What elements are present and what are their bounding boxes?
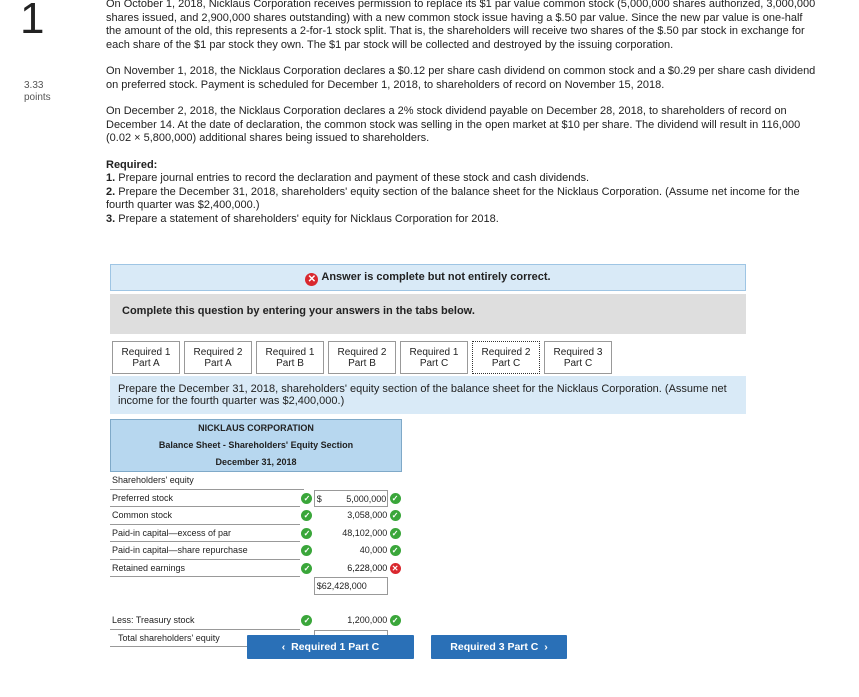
table-row <box>110 525 402 543</box>
prev-tab-button[interactable]: ‹ Required 1 Part C <box>247 635 414 659</box>
tab-prompt: Prepare the December 31, 2018, shareholders' equity section of the balance sheet for the Nicklaus Corporation. (Assume net income for the fourth quarter was $2,400,000.) <box>110 376 746 414</box>
instruction-bar: Complete this question by entering your answers in the tabs below. <box>110 294 746 334</box>
chevron-left-icon: ‹ <box>281 641 286 653</box>
incorrect-x-icon: ✕ <box>305 273 318 286</box>
row-label-input[interactable]: Retained earnings <box>110 560 300 578</box>
banner-text: Answer is complete but not entirely correct. <box>321 271 551 283</box>
row-value-input[interactable]: $ 5,000,000 <box>314 490 389 508</box>
points-label: points <box>24 92 51 103</box>
required-title: Required: <box>106 158 158 171</box>
check-icon: ✓ <box>301 545 312 556</box>
required-list <box>106 172 818 226</box>
spacer-row <box>110 595 402 613</box>
tab-required-1-part-c[interactable]: Required 1 Part C <box>400 341 468 374</box>
next-tab-button[interactable]: Required 3 Part C › <box>431 635 567 659</box>
paragraph-stock-split: On October 1, 2018, Nicklaus Corporation receives permission to replace its $1 par value common stock (5,000,000 shares authorized, 3,000,000 shares issued, and 2,900,000 shares outstanding) with a new common stock issue having a $.50 par value. Since the new par value is one-half the amount of the old, this represents a 2-for-1 stock split. That is, the shareholders will receive two shares of the $.50 par stock in exchange for each share of the $1 par stock they own. The $1 par stock will be collected and destroyed by the issuing corporation. <box>106 0 816 51</box>
check-icon: ✓ <box>301 510 312 521</box>
paragraph-stock-dividend: On December 2, 2018, the Nicklaus Corporation declares a 2% stock dividend payable on December 28, 2018, to shareholders of record on December 14. At the date of declaration, the common stock was selling in the open market at $10 per share. The dividend will result in 116,000 (0.02 × 5,800,000) additional shares being issued to shareholders. <box>106 105 801 144</box>
check-icon: ✓ <box>301 528 312 539</box>
required-item-3: 3. Prepare a statement of shareholders' equity for Nicklaus Corporation for 2018. <box>106 212 499 225</box>
check-icon: ✓ <box>301 615 312 626</box>
treasury-value-input[interactable]: 1,200,000 <box>347 615 388 625</box>
total-label: Total shareholders' equity <box>110 630 300 648</box>
answer-tabs <box>112 341 612 374</box>
subtotal-row <box>110 577 402 595</box>
points-indicator <box>24 80 51 104</box>
table-row <box>110 542 402 560</box>
company-name: NICKLAUS CORPORATION <box>198 423 314 433</box>
paragraph-cash-dividend: On November 1, 2018, the Nicklaus Corporation declares a $0.12 per share cash dividend on common stock and a $0.29 per share cash dividend on preferred stock. Payment is scheduled for December 1, 2018, to shareholders of record on November 15, 2018. <box>106 65 816 91</box>
row-label-input[interactable]: Preferred stock <box>110 490 300 508</box>
required-item-2: 2. Prepare the December 31, 2018, shareholders' equity section of the balance sheet for the Nicklaus Corporation. (Assume net income for the fourth quarter was $2,400,000.) <box>106 185 800 211</box>
section-label-row <box>110 472 402 490</box>
incorrect-x-icon: ✕ <box>390 563 401 574</box>
treasury-row <box>110 612 402 630</box>
check-icon: ✓ <box>301 563 312 574</box>
tab-required-2-part-c[interactable]: Required 2 Part C <box>472 341 540 374</box>
tab-required-2-part-b[interactable]: Required 2 Part B <box>328 341 396 374</box>
row-label-input[interactable]: Paid-in capital—share repurchase <box>110 542 300 560</box>
question-body <box>106 0 818 226</box>
check-icon: ✓ <box>390 493 401 504</box>
tab-required-2-part-a[interactable]: Required 2 Part A <box>184 341 252 374</box>
check-icon: ✓ <box>390 510 401 521</box>
statement-title: Balance Sheet - Shareholders' Equity Section <box>158 440 354 450</box>
required-item-1: 1. Prepare journal entries to record the declaration and payment of these stock and cash dividends. <box>106 172 590 184</box>
table-row <box>110 507 402 525</box>
check-icon: ✓ <box>390 615 401 626</box>
table-row <box>110 490 402 508</box>
tab-required-3-part-c[interactable]: Required 3 Part C <box>544 341 612 374</box>
row-value-input[interactable]: 6,228,000 <box>347 562 388 573</box>
tab-required-1-part-b[interactable]: Required 1 Part B <box>256 341 324 374</box>
chevron-right-icon: › <box>544 641 548 653</box>
subtotal-value: $62,428,000 <box>314 577 389 595</box>
row-label-input[interactable]: Paid-in capital—excess of par <box>110 525 300 543</box>
tab-required-1-part-a[interactable]: Required 1 Part A <box>112 341 180 374</box>
check-icon: ✓ <box>390 528 401 539</box>
question-number: 1 <box>20 0 45 43</box>
row-value-input[interactable]: 40,000 <box>359 545 388 555</box>
table-row <box>110 560 402 578</box>
row-value-input[interactable]: 48,102,000 <box>342 527 388 538</box>
points-value: 3.33 <box>24 80 44 91</box>
check-icon: ✓ <box>301 493 312 504</box>
row-label-input[interactable]: Common stock <box>110 507 300 525</box>
treasury-label-input[interactable]: Less: Treasury stock <box>110 612 300 630</box>
check-icon: ✓ <box>390 545 401 556</box>
statement-date: December 31, 2018 <box>215 457 297 467</box>
answer-status-banner <box>110 264 746 291</box>
row-value-input[interactable]: 3,058,000 <box>347 510 388 520</box>
balance-sheet <box>110 419 402 647</box>
balance-sheet-header <box>110 419 402 472</box>
section-label: Shareholders' equity <box>110 472 304 490</box>
